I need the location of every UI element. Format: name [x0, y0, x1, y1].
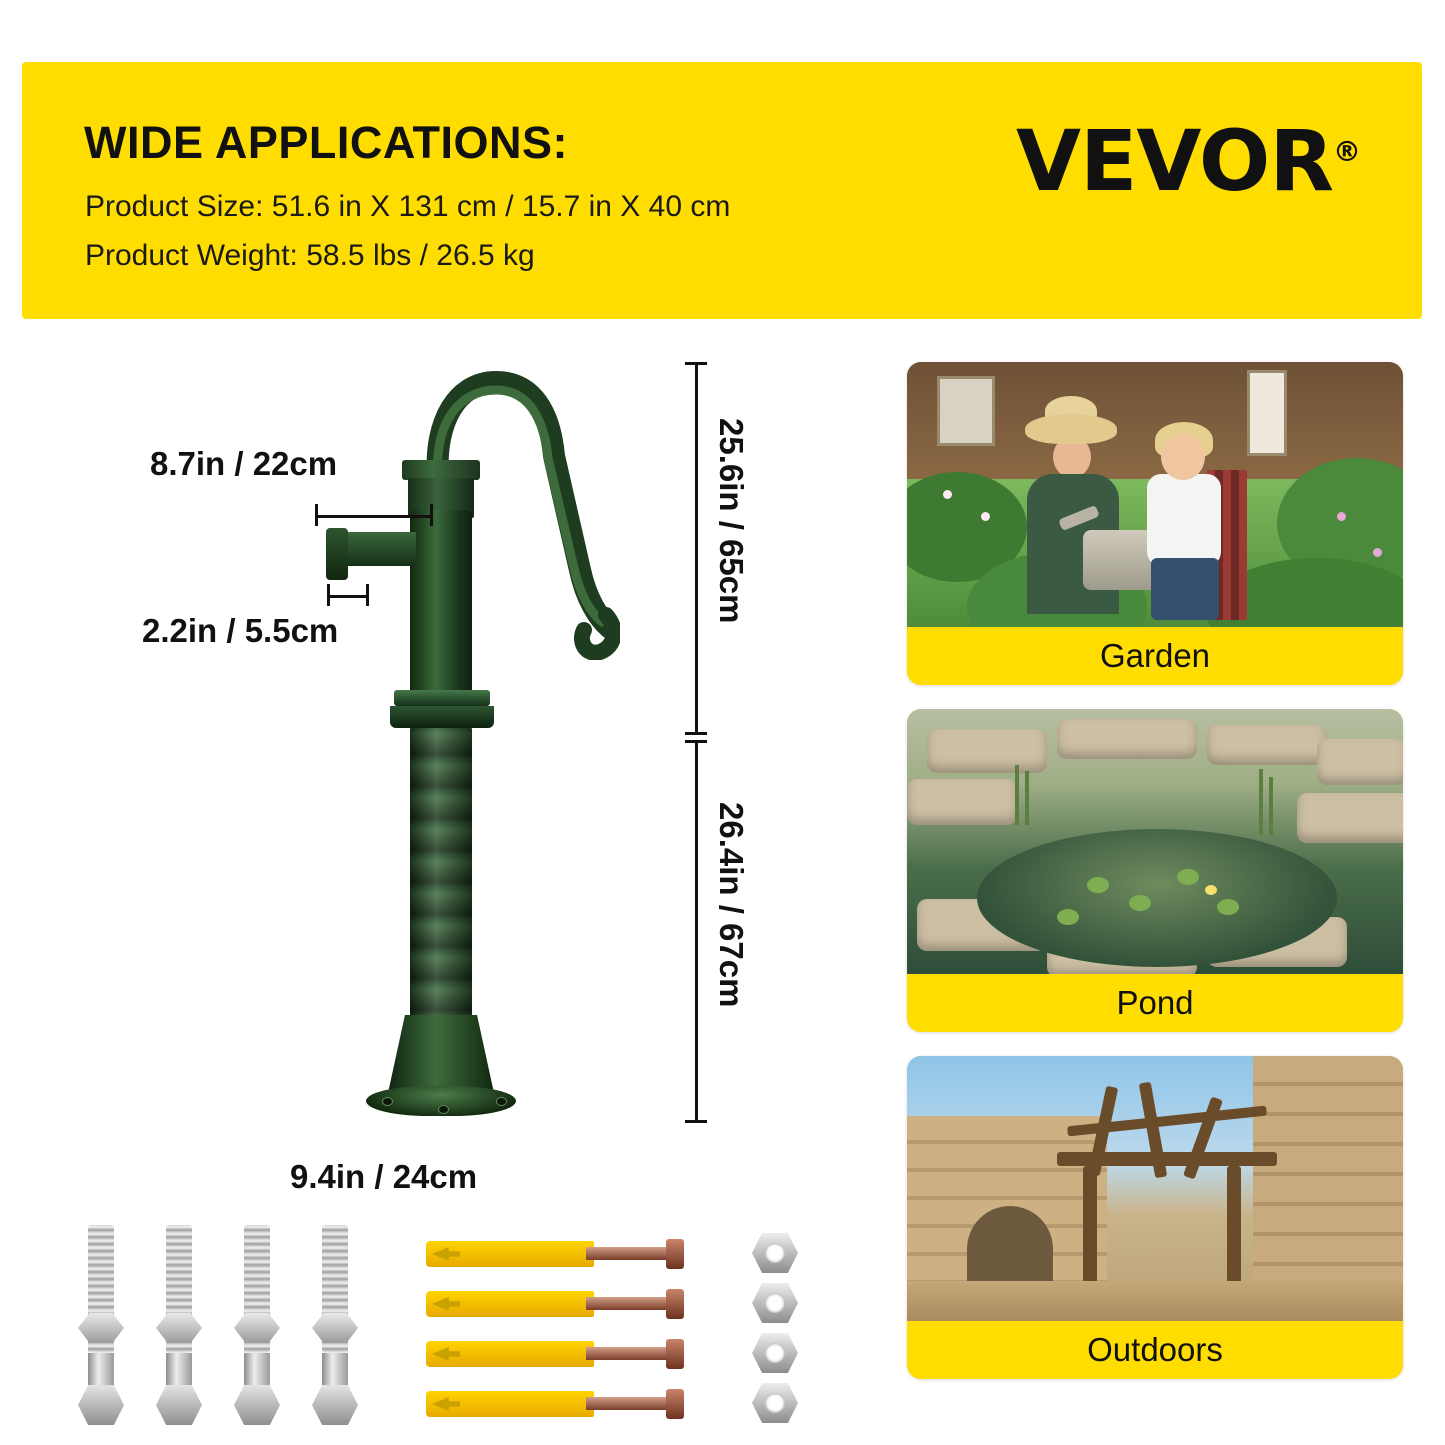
product-diagram	[40, 340, 820, 1240]
lily-pad	[1177, 869, 1199, 885]
dimension-cap	[315, 504, 318, 526]
washer-item	[752, 1283, 798, 1323]
application-cards	[907, 362, 1407, 1403]
anchor-screw	[586, 1397, 672, 1410]
anchor-screw-head	[666, 1289, 684, 1319]
bolt-head	[78, 1385, 124, 1425]
bolt-shank-smooth	[244, 1353, 270, 1389]
hardware-kit	[40, 1215, 840, 1430]
upper-height-label: 25.6in / 65cm	[713, 418, 750, 624]
vevor-logo	[1016, 112, 1360, 210]
rock	[1297, 793, 1403, 843]
spout-length-dimension-line	[327, 595, 369, 598]
pond-water	[977, 829, 1337, 967]
brand-name: VEVOR	[1015, 112, 1333, 210]
card-caption-outdoors: Outdoors	[907, 1321, 1403, 1379]
dimension-cap	[685, 740, 707, 743]
anchor-screw	[586, 1247, 672, 1260]
pump-top-cap	[402, 460, 480, 480]
application-card-pond[interactable]	[907, 709, 1403, 1032]
lower-height-label: 26.4in / 67cm	[713, 802, 750, 1008]
base-width-label: 9.4in / 24cm	[290, 1158, 478, 1195]
flower	[1337, 512, 1346, 521]
anchor-sleeve	[426, 1291, 594, 1317]
dimension-cap	[366, 584, 369, 606]
base-bolt-hole	[382, 1097, 393, 1106]
application-card-garden[interactable]	[907, 362, 1403, 685]
wall-anchor-item	[426, 1237, 696, 1271]
dimension-cap	[327, 584, 330, 606]
flower	[943, 490, 952, 499]
washer-hole	[765, 1293, 785, 1313]
flower	[981, 512, 990, 521]
handle-width-label: 8.7in / 22cm	[150, 445, 338, 482]
upper-height-dimension-line	[695, 362, 698, 734]
lily-flower	[1205, 885, 1217, 895]
wall-anchor-item	[426, 1337, 696, 1371]
anchor-sleeve	[426, 1341, 594, 1367]
sun-hat-brim	[1025, 414, 1117, 444]
bolt-shank-smooth	[88, 1353, 114, 1389]
dimension-cap	[685, 732, 707, 735]
bolt-head	[312, 1385, 358, 1425]
base-bolt-hole	[496, 1097, 507, 1106]
window	[937, 376, 995, 446]
base-bolt-hole	[438, 1105, 449, 1114]
hand-pump-illustration	[290, 360, 650, 1150]
dimension-cap	[685, 362, 707, 365]
ground	[907, 1281, 1403, 1321]
bolt-item	[234, 1225, 280, 1425]
anchor-screw-head	[666, 1339, 684, 1369]
wooden-beam	[1183, 1096, 1223, 1179]
bolt-head	[234, 1385, 280, 1425]
dimension-cap	[430, 504, 433, 526]
lily-pad	[1057, 909, 1079, 925]
washer-item	[752, 1383, 798, 1423]
reed	[1025, 771, 1029, 825]
card-caption-pond: Pond	[907, 974, 1403, 1032]
child-pants	[1151, 558, 1219, 620]
bolt-item	[312, 1225, 358, 1425]
child-body	[1147, 474, 1221, 566]
washer-hole	[765, 1243, 785, 1263]
pump-base-cone	[388, 1015, 494, 1093]
wall-anchor-item	[426, 1387, 696, 1421]
pump-flange-lower	[390, 706, 494, 728]
outdoors-photo	[907, 1056, 1403, 1321]
hex-nut	[234, 1313, 280, 1343]
anchor-screw	[586, 1297, 672, 1310]
window	[1247, 370, 1287, 456]
registered-mark-icon: ®	[1333, 135, 1360, 168]
application-card-outdoors[interactable]	[907, 1056, 1403, 1379]
dimension-cap	[685, 1120, 707, 1123]
lily-pad	[1087, 877, 1109, 893]
rock	[1317, 739, 1403, 785]
bolt-item	[156, 1225, 202, 1425]
washer-item	[752, 1233, 798, 1273]
spout-length-label: 2.2in / 5.5cm	[142, 612, 339, 649]
card-caption-garden: Garden	[907, 627, 1403, 685]
lily-pad	[1129, 895, 1151, 911]
bolt-item	[78, 1225, 124, 1425]
anchor-screw-head	[666, 1389, 684, 1419]
product-size-text: Product Size: 51.6 in X 131 cm / 15.7 in X 40 cm	[85, 190, 731, 223]
page-title: WIDE APPLICATIONS:	[84, 117, 568, 168]
wall-anchor-item	[426, 1287, 696, 1321]
pump-spout	[338, 532, 416, 566]
hex-nut	[78, 1313, 124, 1343]
lower-height-dimension-line	[695, 740, 698, 1122]
pond-photo	[907, 709, 1403, 974]
rock	[927, 729, 1047, 773]
handle-width-dimension-line	[315, 515, 433, 518]
bolt-shank-smooth	[166, 1353, 192, 1389]
anchor-sleeve	[426, 1241, 594, 1267]
washer-hole	[765, 1343, 785, 1363]
child-face	[1161, 434, 1205, 480]
bolt-head	[156, 1385, 202, 1425]
rock	[907, 779, 1017, 825]
pump-flange-upper	[394, 690, 490, 706]
header-banner	[22, 62, 1422, 319]
reed	[1015, 765, 1019, 825]
reed	[1259, 769, 1263, 835]
lily-pad	[1217, 899, 1239, 915]
washer-item	[752, 1333, 798, 1373]
reed	[1269, 777, 1273, 835]
hex-nut	[312, 1313, 358, 1343]
rock	[1057, 719, 1197, 759]
pump-pipe-shading	[410, 728, 472, 1018]
rock	[1207, 725, 1327, 765]
pump-spout-lip	[326, 528, 348, 580]
garden-photo	[907, 362, 1403, 627]
washer-hole	[765, 1393, 785, 1413]
product-weight-text: Product Weight: 58.5 lbs / 26.5 kg	[85, 239, 535, 272]
anchor-screw-head	[666, 1239, 684, 1269]
flower	[1373, 548, 1382, 557]
anchor-screw	[586, 1347, 672, 1360]
bolt-shank-smooth	[322, 1353, 348, 1389]
pump-body	[410, 510, 472, 710]
anchor-sleeve	[426, 1391, 594, 1417]
hex-nut	[156, 1313, 202, 1343]
